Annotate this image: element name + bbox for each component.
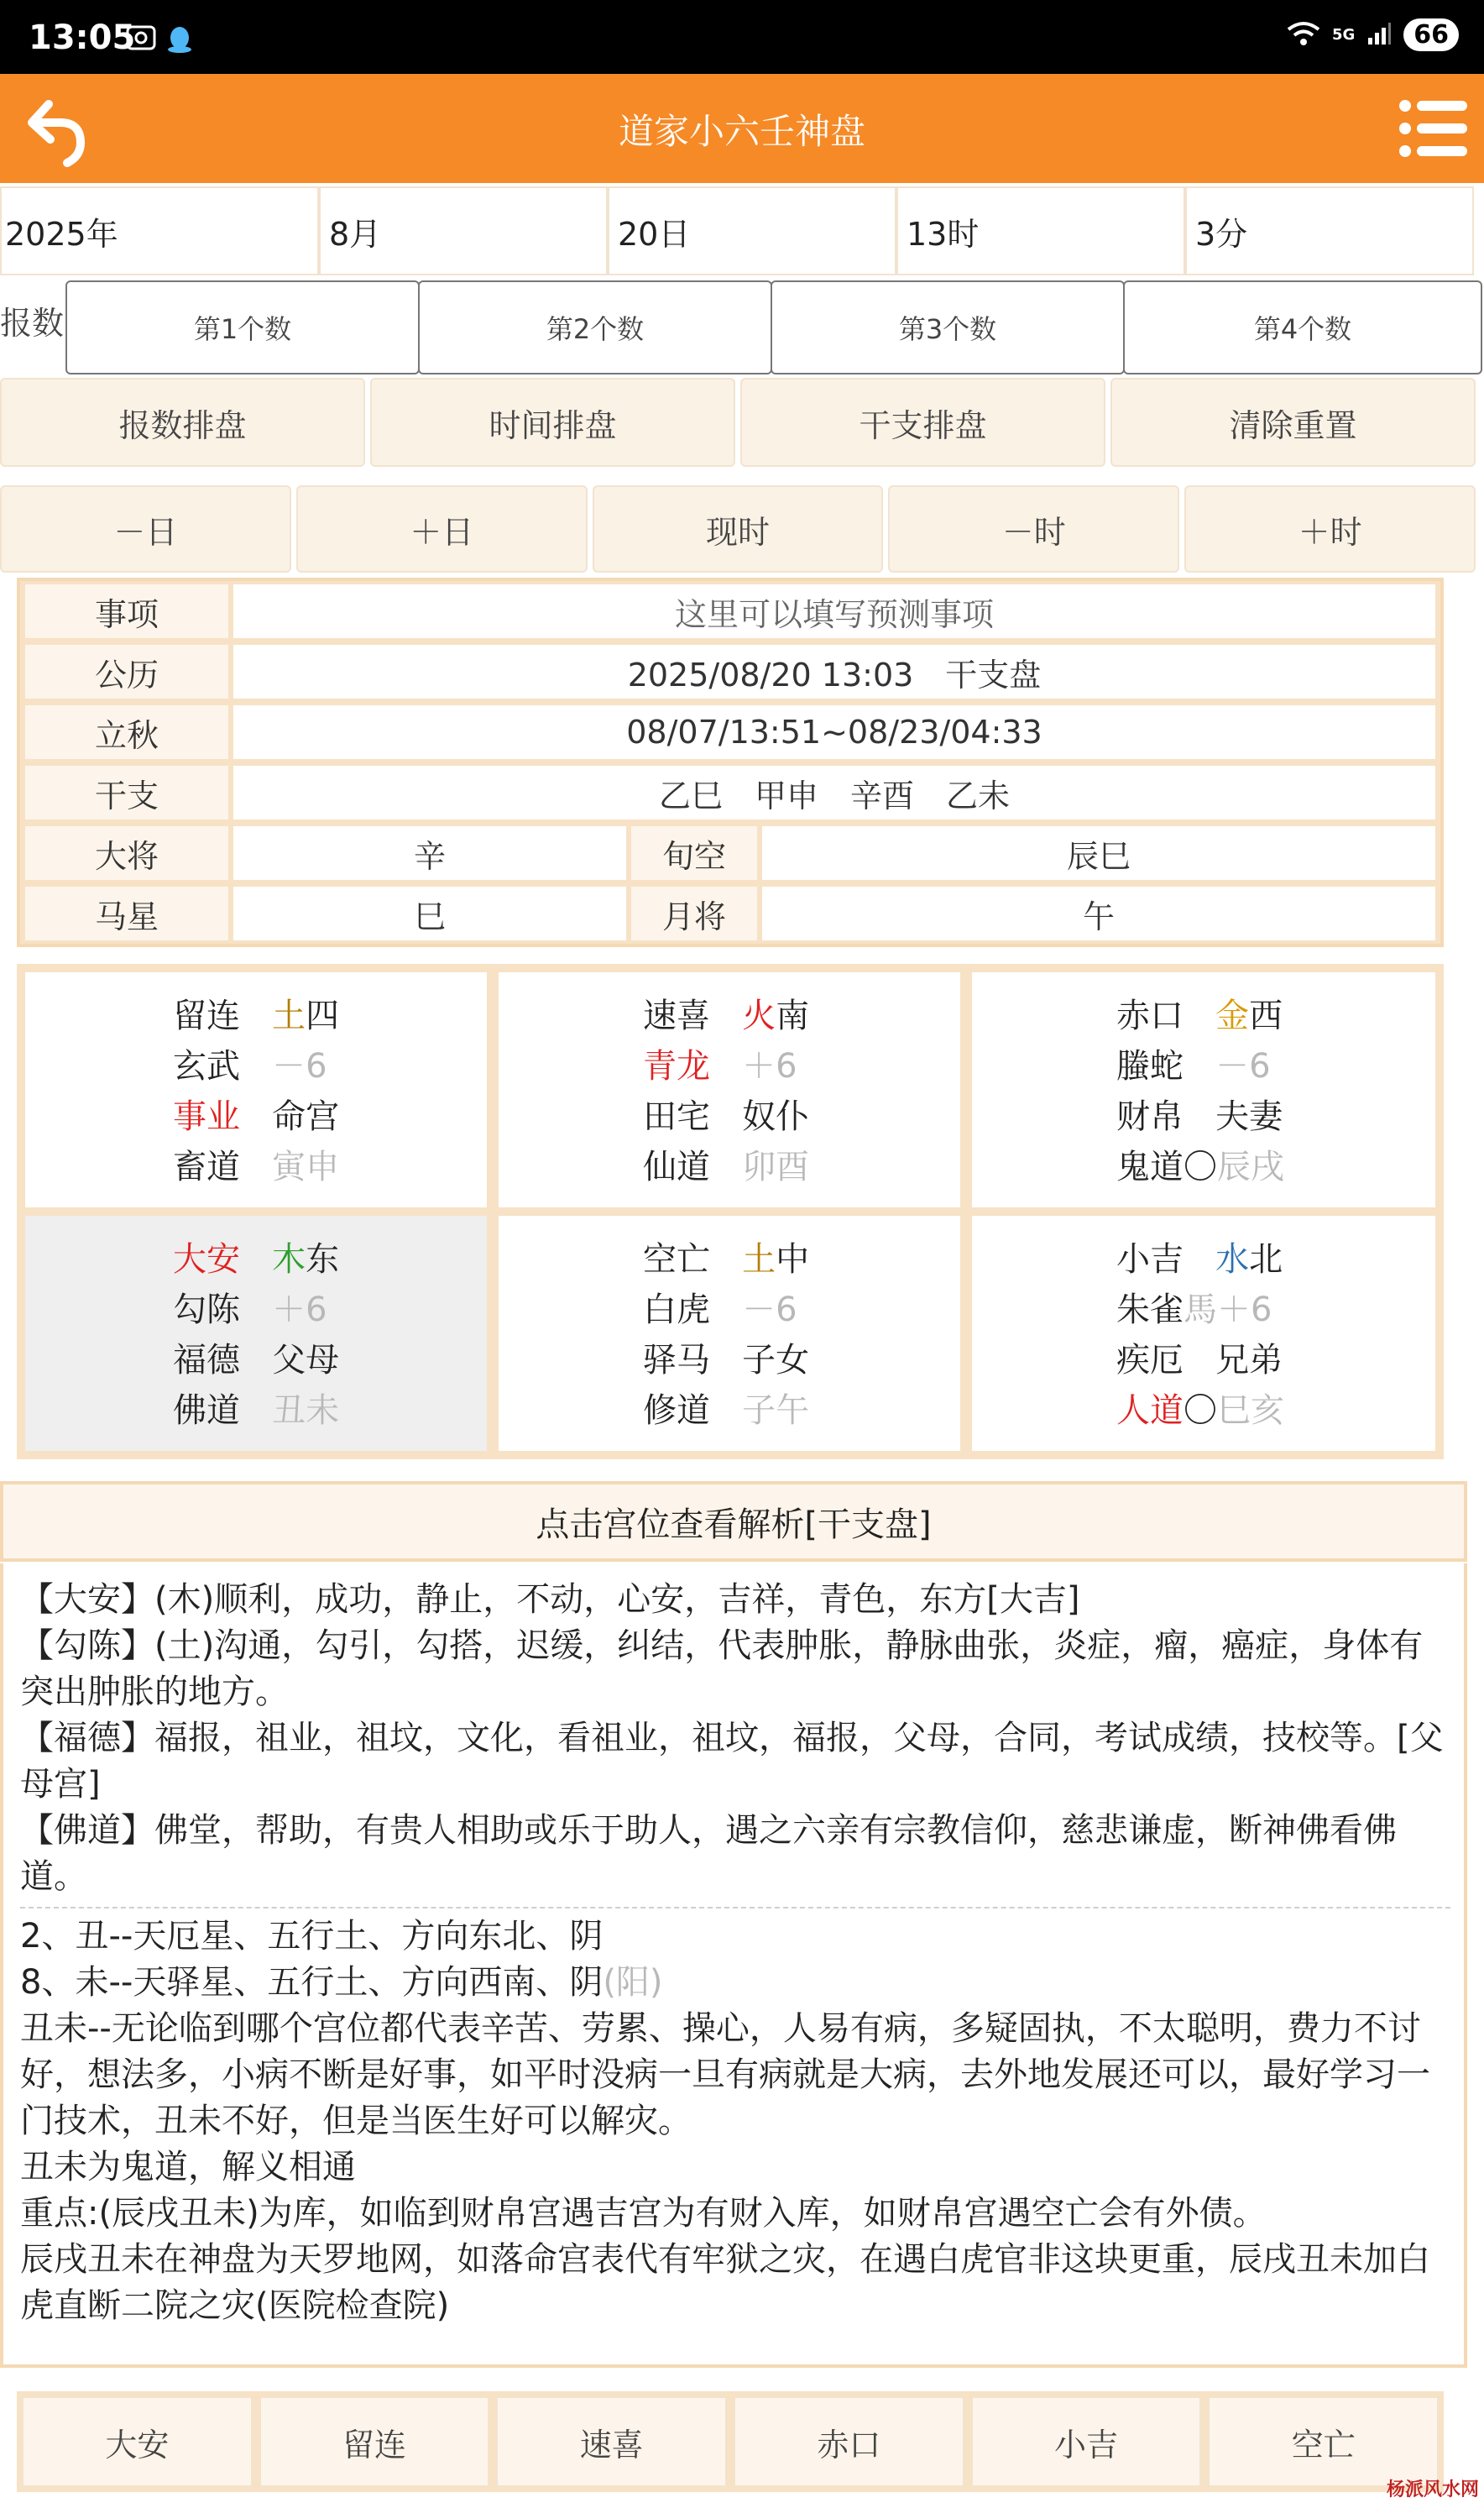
palace-name: 大安 bbox=[173, 1240, 240, 1279]
matter-input[interactable]: 这里可以填写预测事项 bbox=[233, 584, 1435, 638]
analysis-text: 辰戌丑未在神盘为天罗地网，如落命宫表代有牢狱之灾，在遇白虎官非这块更重，辰戌丑未加白虎直断二院之灾(医院检查院) bbox=[20, 2240, 1430, 2325]
analysis-text: 8、未--天驿星、五行土、方向西南、阴 bbox=[20, 1963, 604, 2002]
palace-branches: 寅申 bbox=[272, 1148, 340, 1186]
title-bar bbox=[0, 74, 1484, 183]
report-row bbox=[0, 280, 1484, 374]
palace-branches: 辰戌 bbox=[1217, 1148, 1284, 1186]
palace-branches: 卯酉 bbox=[742, 1148, 810, 1186]
yuejiang-value: 午 bbox=[762, 887, 1435, 940]
palace-house: 驿马 bbox=[643, 1341, 710, 1380]
palace-way: 仙道 bbox=[643, 1148, 710, 1186]
general-value: 辛 bbox=[233, 826, 626, 880]
palace-name: 留连 bbox=[173, 997, 240, 1035]
palace-name: 小吉 bbox=[1116, 1240, 1184, 1279]
divider bbox=[20, 1907, 1450, 1908]
minus-hour-button[interactable]: －时 bbox=[888, 485, 1179, 573]
palace-house: 事业 bbox=[173, 1097, 240, 1136]
tab-xiaoji[interactable]: 小吉 bbox=[971, 2396, 1202, 2487]
horse-value: 巳 bbox=[233, 887, 626, 940]
palace-direction: 四 bbox=[306, 997, 340, 1035]
palace-name: 空亡 bbox=[643, 1240, 710, 1279]
solar-term-row bbox=[25, 705, 1435, 759]
palace-liulian[interactable] bbox=[25, 972, 487, 1207]
palace-way: 人道 bbox=[1116, 1391, 1184, 1430]
ganzhi-label: 干支 bbox=[25, 766, 228, 819]
solar-term-label: 立秋 bbox=[25, 705, 228, 759]
horse-row bbox=[25, 887, 1435, 940]
year-select[interactable]: 2025年 bbox=[0, 186, 319, 275]
palace-spirit: 勾陈 bbox=[173, 1291, 240, 1329]
palace-element: 土 bbox=[742, 1240, 776, 1279]
tab-kongwang[interactable]: 空亡 bbox=[1208, 2396, 1439, 2487]
gregorian-value: 2025/08/20 13:03 干支盘 bbox=[233, 645, 1435, 699]
palace-spirit: 朱雀 bbox=[1116, 1291, 1184, 1329]
palace-direction: 西 bbox=[1249, 997, 1283, 1035]
info-table bbox=[17, 578, 1444, 947]
general-row bbox=[25, 826, 1435, 880]
analysis-text: 【福德】福报，祖业，祖坟，文化，看祖业，祖坟，福报，父母，合同，考试成绩，技校等。[父母宫] bbox=[20, 1719, 1444, 1804]
palace-suxi[interactable] bbox=[499, 972, 960, 1207]
palace-way: 修道 bbox=[643, 1391, 710, 1430]
palace-direction: 北 bbox=[1249, 1240, 1283, 1279]
palace-xiaoji[interactable] bbox=[972, 1216, 1435, 1451]
ganzhi-chart-button[interactable]: 干支排盘 bbox=[740, 378, 1105, 467]
analysis-text: 【勾陈】(土)沟通，勾引，勾搭，迟缓，纠结，代表肿胀，静脉曲张，炎症，瘤，癌症，身体有突出肿胀的地方。 bbox=[20, 1626, 1424, 1711]
analysis-text: 丑未--无论临到哪个宫位都代表辛苦、劳累、操心，人易有病，多疑固执，不太聪明，费力不讨好，想法多，小病不断是好事，如平时没病一旦有病就是大病，去外地发展还可以，最好学习一门技术，丑未不好，但是当医生好可以解灾。 bbox=[20, 2009, 1430, 2140]
palace-direction: 南 bbox=[776, 997, 810, 1035]
signal-icon bbox=[1366, 21, 1392, 50]
palace-spirit: 白虎 bbox=[643, 1291, 710, 1329]
analysis-text: 【佛道】佛堂，帮助，有贵人相助或乐于助人，遇之六亲有宗教信仰，慈悲谦虚，断神佛看佛道。 bbox=[20, 1811, 1397, 1896]
tab-chikou[interactable]: 赤口 bbox=[734, 2396, 964, 2487]
report-chart-button[interactable]: 报数排盘 bbox=[0, 378, 365, 467]
palace-marker: 〇 bbox=[1184, 1148, 1217, 1186]
palace-house: 田宅 bbox=[643, 1097, 710, 1136]
qq-icon bbox=[166, 25, 193, 57]
horse-mark: 馬 bbox=[1184, 1291, 1217, 1329]
solar-term-value: 08/07/13:51~08/23/04:33 bbox=[233, 705, 1435, 759]
palace-house: 福德 bbox=[173, 1341, 240, 1380]
palace-element: 金 bbox=[1215, 997, 1250, 1035]
number-input-4[interactable]: 第4个数 bbox=[1123, 280, 1482, 374]
time-chart-button[interactable]: 时间排盘 bbox=[370, 378, 735, 467]
palace-house: 财帛 bbox=[1116, 1097, 1184, 1136]
yuejiang-label: 月将 bbox=[631, 887, 757, 940]
palace-element: 火 bbox=[742, 997, 776, 1035]
palace-element: 水 bbox=[1215, 1240, 1250, 1279]
menu-button[interactable] bbox=[1398, 97, 1469, 160]
app-title: 道家小六壬神盘 bbox=[618, 111, 865, 152]
palace-daan[interactable] bbox=[25, 1216, 487, 1451]
palace-house: 疾厄 bbox=[1116, 1341, 1184, 1380]
palace-element: 土 bbox=[272, 997, 306, 1035]
analysis-line bbox=[20, 1960, 1450, 2006]
palace-direction: 中 bbox=[776, 1240, 810, 1279]
palace-way: 佛道 bbox=[173, 1391, 240, 1430]
list-menu-icon bbox=[1398, 97, 1469, 160]
nav-row bbox=[0, 485, 1476, 573]
palace-spirit: 螣蛇 bbox=[1116, 1047, 1184, 1086]
palace-house2: 夫妻 bbox=[1215, 1097, 1283, 1136]
palace-spirit-num: －6 bbox=[742, 1291, 797, 1329]
palace-grid bbox=[17, 964, 1444, 1459]
palace-branches: 子午 bbox=[742, 1391, 810, 1430]
wifi-icon bbox=[1287, 21, 1320, 50]
battery-indicator: 66 bbox=[1403, 18, 1459, 51]
general-label: 大将 bbox=[25, 826, 228, 880]
watermark: 杨派风水网 bbox=[1386, 2479, 1479, 2500]
analysis-body bbox=[0, 1563, 1467, 2368]
number-input-1[interactable]: 第1个数 bbox=[65, 280, 420, 374]
analysis-header: 点击宫位查看解析[干支盘] bbox=[0, 1481, 1467, 1562]
palace-spirit-num: －6 bbox=[272, 1047, 327, 1086]
bottom-tab-row bbox=[17, 2391, 1444, 2492]
palace-marker: 〇 bbox=[1184, 1391, 1217, 1430]
analysis-text: 【大安】(木)顺利，成功，静止，不动，心安，吉祥，青色，东方[大吉] bbox=[20, 1580, 1080, 1619]
ganzhi-value: 乙巳 甲申 辛酉 乙未 bbox=[233, 766, 1435, 819]
xunkong-value: 辰巳 bbox=[762, 826, 1435, 880]
plus-day-button[interactable]: ＋日 bbox=[296, 485, 588, 573]
palace-house2: 兄弟 bbox=[1215, 1341, 1283, 1380]
date-row bbox=[0, 186, 1474, 275]
analysis-text: 丑未为鬼道，解义相通 bbox=[20, 2148, 356, 2186]
palace-spirit-num: ＋6 bbox=[1217, 1291, 1272, 1329]
status-bar bbox=[0, 0, 1484, 74]
number-input-2[interactable]: 第2个数 bbox=[418, 280, 772, 374]
palace-kongwang[interactable] bbox=[499, 1216, 960, 1451]
palace-spirit-num: －6 bbox=[1215, 1047, 1271, 1086]
tab-daan[interactable]: 大安 bbox=[22, 2396, 253, 2487]
now-button[interactable]: 现时 bbox=[593, 485, 884, 573]
palace-spirit-num: ＋6 bbox=[272, 1291, 327, 1329]
palace-spirit-num: ＋6 bbox=[742, 1047, 797, 1086]
ganzhi-row bbox=[25, 766, 1435, 819]
matter-label: 事项 bbox=[25, 584, 228, 638]
palace-way: 鬼道 bbox=[1116, 1148, 1184, 1186]
palace-element: 木 bbox=[272, 1240, 306, 1279]
action-row bbox=[0, 378, 1476, 467]
analysis-text-extra: (阳) bbox=[603, 1963, 663, 2002]
gregorian-row bbox=[25, 645, 1435, 699]
status-time: 13:05 bbox=[29, 18, 136, 57]
palace-house2: 子女 bbox=[742, 1341, 810, 1380]
analysis-text: 重点:(辰戌丑未)为库，如临到财帛宫遇吉宫为有财入库，如财帛宫遇空亡会有外债。 bbox=[20, 2194, 1267, 2233]
palace-way: 畜道 bbox=[173, 1148, 240, 1186]
minus-day-button[interactable]: －日 bbox=[0, 485, 291, 573]
palace-branches: 丑未 bbox=[272, 1391, 340, 1430]
day-select[interactable]: 20日 bbox=[608, 186, 896, 275]
palace-house2: 父母 bbox=[272, 1341, 340, 1380]
palace-name: 速喜 bbox=[643, 997, 710, 1035]
palace-chikou[interactable] bbox=[972, 972, 1435, 1207]
minute-select[interactable]: 3分 bbox=[1185, 186, 1474, 275]
palace-direction: 东 bbox=[306, 1240, 340, 1279]
plus-hour-button[interactable]: ＋时 bbox=[1184, 485, 1476, 573]
clear-reset-button[interactable]: 清除重置 bbox=[1110, 378, 1476, 467]
number-input-3[interactable]: 第3个数 bbox=[771, 280, 1125, 374]
network-label: 5G bbox=[1331, 26, 1356, 44]
month-select[interactable]: 8月 bbox=[319, 186, 608, 275]
tab-suxi[interactable]: 速喜 bbox=[496, 2396, 727, 2487]
horse-label: 马星 bbox=[25, 887, 228, 940]
palace-house2: 奴仆 bbox=[742, 1097, 810, 1136]
matter-row bbox=[25, 584, 1435, 638]
palace-house2: 命宫 bbox=[272, 1097, 340, 1136]
gregorian-label: 公历 bbox=[25, 645, 228, 699]
palace-spirit: 青龙 bbox=[643, 1047, 710, 1086]
screenshot-icon bbox=[126, 25, 156, 54]
tab-liulian[interactable]: 留连 bbox=[259, 2396, 490, 2487]
palace-branches: 巳亥 bbox=[1217, 1391, 1284, 1430]
palace-spirit: 玄武 bbox=[173, 1047, 240, 1086]
report-label: 报数 bbox=[0, 305, 65, 342]
palace-name: 赤口 bbox=[1116, 997, 1184, 1035]
xunkong-label: 旬空 bbox=[631, 826, 757, 880]
analysis-text: 2、丑--天厄星、五行土、方向东北、阴 bbox=[20, 1917, 604, 1956]
hour-select[interactable]: 13时 bbox=[896, 186, 1185, 275]
